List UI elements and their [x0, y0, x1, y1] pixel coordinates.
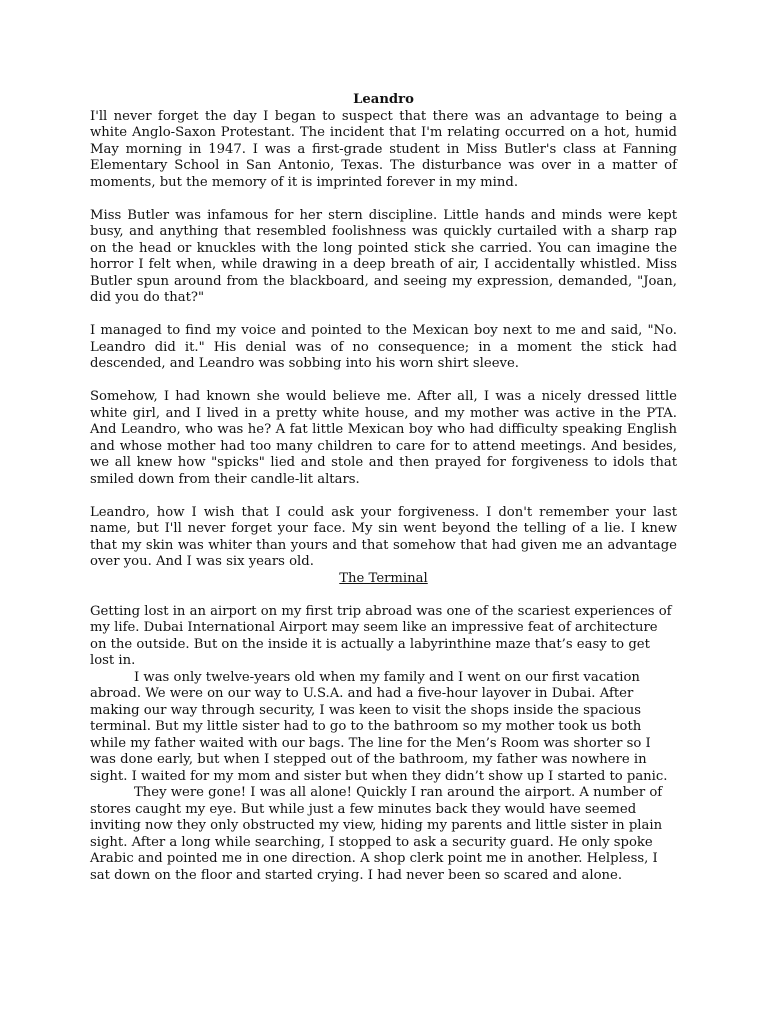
story-title-leandro: Leandro — [353, 92, 414, 107]
paragraph: I'll never forget the day I began to suspect that there was an advantage to being a white Anglo-Saxon Protestant. The incident that I'm relating occurred on a hot, humid May morning in 1947. I was a first-grade student in Miss Butler's class at Fanning Elementary School in San Antonio, Texas. The disturbance was over in a matter of moments, but the memory of it is imprinted forever in my mind. — [90, 108, 677, 190]
paragraph: Leandro, how I wish that I could ask your forgiveness. I don't remember your last name, but I'll never forget your face. My sin went beyond the telling of a lie. I knew that my skin was whiter than yours and that somehow that had given me an advantage over you. And I was six years old. — [90, 504, 677, 569]
paragraph: Somehow, I had known she would believe me. After all, I was a nicely dressed little white girl, and I lived in a pretty white house, and my mother was active in the PTA. And Leandro, who was he? A fat little Mexican boy who had difficulty speaking English and whose mother had too many children to care for to attend meetings. And besides, we all knew how "spicks" lied and stole and then prayed for forgiveness to idols that smiled down from their candle-lit altars. — [90, 389, 677, 487]
paragraph: Miss Butler was infamous for her stern discipline. Little hands and minds were kept busy, and anything that resembled foolishness was quickly curtailed with a sharp rap on the head or knuckles with the long pointed stick she carried. You can imagine the horror I felt when, while drawing in a deep breath of air, I accidentally whistled. Miss Butler spun around from the blackboard, and seeing my expression, demanded, "Joan, did you do that?" — [90, 207, 677, 305]
paragraph: I managed to find my voice and pointed to the Mexican boy next to me and said, "No. Leandro did it." His denial was of no consequence; in a moment the stick had descended, and Leandro was sobbing into his worn shirt sleeve. — [90, 323, 677, 371]
story-title-the-terminal: The Terminal — [339, 570, 428, 586]
document-page — [90, 92, 677, 884]
paragraph: I was only twelve-years old when my family and I went on our first vacation abroad. We were on our way to U.S.A. and had a five-hour layover in Dubai. After making our way through security, I was keen to visit the shops inside the spacious terminal. But my little sister had to go to the bathroom so my mother took us both while my father waited with our bags. The line for the Men’s Room was shorter so I was done early, but when I stepped out of the bathroom, my father was nowhere in sight. I waited for my mom and sister but when they didn’t show up I started to panic. — [90, 669, 668, 784]
paragraph: Getting lost in an airport on my first trip abroad was one of the scariest experiences of my life. Dubai International Airport may seem like an impressive feat of architecture on the outside. But on the inside it is actually a labyrinthine maze that’s easy to get lost in. — [90, 603, 672, 668]
paragraph: They were gone! I was all alone! Quickly I ran around the airport. A number of stores caught my eye. But while just a few minutes back they would have seemed inviting now they only obstructed my view, hiding my parents and little sister in plain sight. After a long while searching, I stopped to ask a security guard. He only spoke Arabic and pointed me in one direction. A shop clerk point me in another. Helpless, I sat down on the floor and started crying. I had never been so scared and alone. — [90, 785, 663, 883]
